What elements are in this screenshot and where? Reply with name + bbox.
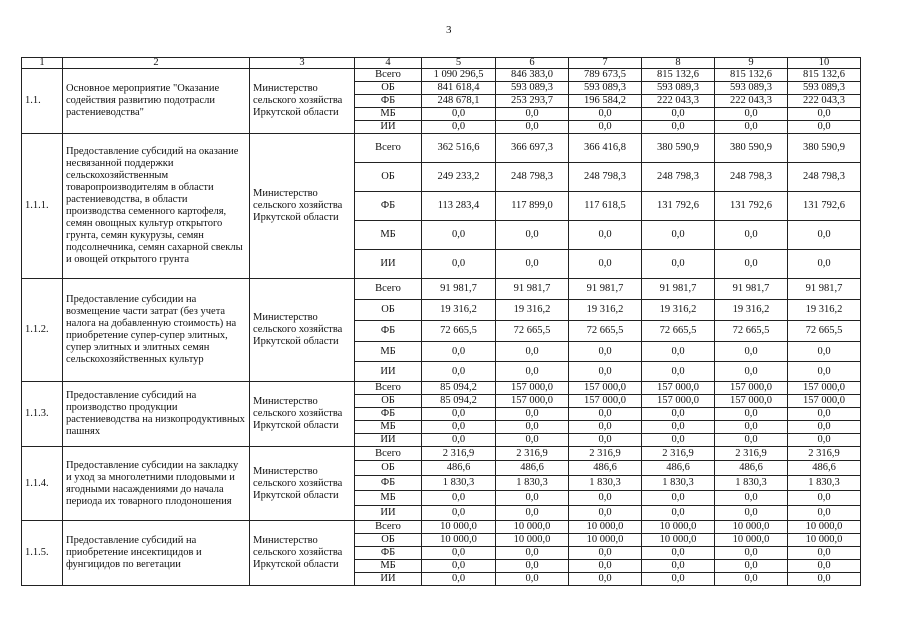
- amount-cell: 2 316,9: [715, 447, 788, 461]
- column-number: 4: [355, 58, 422, 69]
- amount-cell: 253 293,7: [496, 95, 569, 108]
- table-row: [22, 521, 861, 534]
- measure-number: 1.1.1.: [22, 134, 63, 279]
- amount-cell: 248 678,1: [422, 95, 496, 108]
- amount-cell: 0,0: [496, 434, 569, 447]
- amount-cell: 0,0: [715, 547, 788, 560]
- measure-name: Основное мероприятие "Оказание содействия развитию подотрасли растениеводства": [63, 69, 250, 134]
- funding-source: ОБ: [355, 163, 422, 192]
- amount-cell: 0,0: [569, 342, 642, 362]
- column-number: 3: [250, 58, 355, 69]
- funding-source: ФБ: [355, 321, 422, 342]
- amount-cell: 366 697,3: [496, 134, 569, 163]
- amount-cell: 593 089,3: [788, 82, 861, 95]
- amount-cell: 248 798,3: [496, 163, 569, 192]
- funding-source: ИИ: [355, 362, 422, 382]
- amount-cell: 0,0: [422, 547, 496, 560]
- amount-cell: 0,0: [422, 121, 496, 134]
- funding-source: МБ: [355, 491, 422, 506]
- amount-cell: 0,0: [496, 408, 569, 421]
- amount-cell: 1 830,3: [788, 476, 861, 491]
- amount-cell: 0,0: [569, 408, 642, 421]
- funding-source: ФБ: [355, 547, 422, 560]
- amount-cell: 0,0: [788, 408, 861, 421]
- amount-cell: 19 316,2: [788, 300, 861, 321]
- amount-cell: 486,6: [642, 461, 715, 476]
- amount-cell: 0,0: [715, 491, 788, 506]
- amount-cell: 0,0: [715, 421, 788, 434]
- amount-cell: 1 830,3: [715, 476, 788, 491]
- amount-cell: 10 000,0: [642, 534, 715, 547]
- amount-cell: 0,0: [422, 362, 496, 382]
- amount-cell: 157 000,0: [642, 382, 715, 395]
- amount-cell: 0,0: [569, 434, 642, 447]
- amount-cell: 157 000,0: [496, 382, 569, 395]
- column-number: 10: [788, 58, 861, 69]
- amount-cell: 0,0: [788, 547, 861, 560]
- column-number: 8: [642, 58, 715, 69]
- amount-cell: 0,0: [569, 506, 642, 521]
- amount-cell: 157 000,0: [715, 395, 788, 408]
- amount-cell: 0,0: [496, 421, 569, 434]
- amount-cell: 10 000,0: [496, 521, 569, 534]
- funding-source: Всего: [355, 134, 422, 163]
- amount-cell: 72 665,5: [422, 321, 496, 342]
- funding-source: МБ: [355, 108, 422, 121]
- amount-cell: 0,0: [496, 108, 569, 121]
- amount-cell: 248 798,3: [788, 163, 861, 192]
- measure-number: 1.1.4.: [22, 447, 63, 521]
- amount-cell: 0,0: [569, 421, 642, 434]
- amount-cell: 0,0: [422, 342, 496, 362]
- amount-cell: 0,0: [422, 491, 496, 506]
- funding-source: ОБ: [355, 395, 422, 408]
- amount-cell: 91 981,7: [569, 279, 642, 300]
- amount-cell: 2 316,9: [788, 447, 861, 461]
- amount-cell: 248 798,3: [642, 163, 715, 192]
- amount-cell: 0,0: [496, 560, 569, 573]
- amount-cell: 0,0: [788, 108, 861, 121]
- amount-cell: 1 830,3: [642, 476, 715, 491]
- amount-cell: 0,0: [715, 408, 788, 421]
- amount-cell: 593 089,3: [496, 82, 569, 95]
- amount-cell: 19 316,2: [569, 300, 642, 321]
- amount-cell: 10 000,0: [642, 521, 715, 534]
- amount-cell: 117 899,0: [496, 192, 569, 221]
- funding-source: ИИ: [355, 434, 422, 447]
- amount-cell: 0,0: [569, 560, 642, 573]
- amount-cell: 196 584,2: [569, 95, 642, 108]
- amount-cell: 10 000,0: [422, 534, 496, 547]
- amount-cell: 0,0: [642, 506, 715, 521]
- amount-cell: 91 981,7: [496, 279, 569, 300]
- amount-cell: 10 000,0: [569, 534, 642, 547]
- amount-cell: 0,0: [715, 506, 788, 521]
- amount-cell: 0,0: [642, 221, 715, 250]
- table-row: [22, 69, 861, 82]
- amount-cell: 0,0: [715, 573, 788, 586]
- amount-cell: 0,0: [496, 342, 569, 362]
- amount-cell: 0,0: [642, 421, 715, 434]
- amount-cell: 131 792,6: [788, 192, 861, 221]
- amount-cell: 10 000,0: [788, 521, 861, 534]
- funding-source: МБ: [355, 342, 422, 362]
- amount-cell: 10 000,0: [569, 521, 642, 534]
- measure-number: 1.1.5.: [22, 521, 63, 586]
- amount-cell: 72 665,5: [788, 321, 861, 342]
- amount-cell: 0,0: [715, 362, 788, 382]
- amount-cell: 0,0: [569, 547, 642, 560]
- funding-source: Всего: [355, 382, 422, 395]
- measure-name: Предоставление субсидий на оказание несвязанной поддержки сельскохозяйственным товаропроизводителям в области растениеводства, в области производства семенного картофеля, семян овощных культур открытого грунта, семян кукурузы, семян подсолнечника, семян сахарной свеклы и овощей открытого грунта: [63, 134, 250, 279]
- amount-cell: 131 792,6: [715, 192, 788, 221]
- measure-name: Предоставление субсидий на производство продукции растениеводства на низкопродуктивных пашнях: [63, 382, 250, 447]
- budget-table: [21, 57, 861, 586]
- funding-source: ФБ: [355, 192, 422, 221]
- amount-cell: 593 089,3: [715, 82, 788, 95]
- measure-number: 1.1.: [22, 69, 63, 134]
- amount-cell: 85 094,2: [422, 395, 496, 408]
- amount-cell: 0,0: [422, 221, 496, 250]
- funding-source: Всего: [355, 279, 422, 300]
- amount-cell: 0,0: [569, 573, 642, 586]
- column-number: 7: [569, 58, 642, 69]
- amount-cell: 0,0: [422, 108, 496, 121]
- amount-cell: 366 416,8: [569, 134, 642, 163]
- amount-cell: 0,0: [788, 221, 861, 250]
- measure-number: 1.1.3.: [22, 382, 63, 447]
- table-row: [22, 447, 861, 461]
- amount-cell: 2 316,9: [642, 447, 715, 461]
- amount-cell: 113 283,4: [422, 192, 496, 221]
- amount-cell: 0,0: [496, 491, 569, 506]
- amount-cell: 789 673,5: [569, 69, 642, 82]
- amount-cell: 380 590,9: [788, 134, 861, 163]
- amount-cell: 91 981,7: [422, 279, 496, 300]
- amount-cell: 2 316,9: [422, 447, 496, 461]
- amount-cell: 0,0: [642, 560, 715, 573]
- amount-cell: 72 665,5: [496, 321, 569, 342]
- amount-cell: 486,6: [715, 461, 788, 476]
- amount-cell: 815 132,6: [788, 69, 861, 82]
- amount-cell: 91 981,7: [788, 279, 861, 300]
- amount-cell: 19 316,2: [642, 300, 715, 321]
- amount-cell: 91 981,7: [715, 279, 788, 300]
- amount-cell: 0,0: [788, 573, 861, 586]
- funding-source: МБ: [355, 221, 422, 250]
- measure-name: Предоставление субсидии на возмещение части затрат (без учета налога на добавленную стоимость) на приобретение супер-супер элитных, супер элитных и элитных семян сельскохозяйственных культур: [63, 279, 250, 382]
- amount-cell: 222 043,3: [642, 95, 715, 108]
- amount-cell: 0,0: [715, 108, 788, 121]
- funding-source: ФБ: [355, 408, 422, 421]
- amount-cell: 0,0: [642, 434, 715, 447]
- page-number: 3: [446, 24, 452, 36]
- funding-source: Всего: [355, 447, 422, 461]
- amount-cell: 249 233,2: [422, 163, 496, 192]
- amount-cell: 486,6: [422, 461, 496, 476]
- executor: Министерство сельского хозяйства Иркутской области: [250, 279, 355, 382]
- executor: Министерство сельского хозяйства Иркутской области: [250, 134, 355, 279]
- amount-cell: 10 000,0: [715, 521, 788, 534]
- amount-cell: 131 792,6: [642, 192, 715, 221]
- amount-cell: 0,0: [496, 547, 569, 560]
- amount-cell: 0,0: [496, 221, 569, 250]
- amount-cell: 0,0: [642, 491, 715, 506]
- amount-cell: 380 590,9: [642, 134, 715, 163]
- amount-cell: 0,0: [788, 362, 861, 382]
- amount-cell: 0,0: [642, 108, 715, 121]
- amount-cell: 0,0: [642, 362, 715, 382]
- amount-cell: 0,0: [569, 491, 642, 506]
- amount-cell: 815 132,6: [642, 69, 715, 82]
- column-number: 1: [22, 58, 63, 69]
- amount-cell: 0,0: [422, 560, 496, 573]
- amount-cell: 486,6: [569, 461, 642, 476]
- funding-source: ИИ: [355, 506, 422, 521]
- amount-cell: 0,0: [715, 560, 788, 573]
- amount-cell: 248 798,3: [715, 163, 788, 192]
- funding-source: Всего: [355, 521, 422, 534]
- funding-source: Всего: [355, 69, 422, 82]
- amount-cell: 0,0: [642, 547, 715, 560]
- funding-source: МБ: [355, 421, 422, 434]
- amount-cell: 157 000,0: [788, 395, 861, 408]
- amount-cell: 2 316,9: [569, 447, 642, 461]
- amount-cell: 117 618,5: [569, 192, 642, 221]
- amount-cell: 0,0: [569, 121, 642, 134]
- amount-cell: 157 000,0: [788, 382, 861, 395]
- amount-cell: 157 000,0: [715, 382, 788, 395]
- amount-cell: 0,0: [422, 573, 496, 586]
- column-numbers-row: [22, 58, 861, 69]
- funding-source: ОБ: [355, 534, 422, 547]
- funding-source: ОБ: [355, 461, 422, 476]
- amount-cell: 19 316,2: [715, 300, 788, 321]
- amount-cell: 222 043,3: [715, 95, 788, 108]
- amount-cell: 0,0: [642, 121, 715, 134]
- amount-cell: 362 516,6: [422, 134, 496, 163]
- amount-cell: 0,0: [715, 434, 788, 447]
- amount-cell: 72 665,5: [642, 321, 715, 342]
- amount-cell: 157 000,0: [496, 395, 569, 408]
- amount-cell: 0,0: [422, 421, 496, 434]
- amount-cell: 846 383,0: [496, 69, 569, 82]
- amount-cell: 0,0: [422, 506, 496, 521]
- table-body: [22, 58, 861, 586]
- amount-cell: 593 089,3: [569, 82, 642, 95]
- amount-cell: 0,0: [422, 250, 496, 279]
- amount-cell: 1 090 296,5: [422, 69, 496, 82]
- amount-cell: 0,0: [788, 560, 861, 573]
- amount-cell: 0,0: [496, 573, 569, 586]
- amount-cell: 0,0: [788, 421, 861, 434]
- amount-cell: 0,0: [642, 573, 715, 586]
- amount-cell: 10 000,0: [496, 534, 569, 547]
- executor: Министерство сельского хозяйства Иркутской области: [250, 521, 355, 586]
- amount-cell: 157 000,0: [569, 382, 642, 395]
- column-number: 6: [496, 58, 569, 69]
- funding-source: ИИ: [355, 121, 422, 134]
- amount-cell: 0,0: [642, 408, 715, 421]
- measure-name: Предоставление субсидии на закладку и уход за многолетними плодовыми и ягодными насаждениями до начала периода их товарного плодоношения: [63, 447, 250, 521]
- amount-cell: 1 830,3: [569, 476, 642, 491]
- amount-cell: 0,0: [715, 221, 788, 250]
- amount-cell: 0,0: [496, 250, 569, 279]
- funding-source: ОБ: [355, 300, 422, 321]
- amount-cell: 0,0: [422, 434, 496, 447]
- executor: Министерство сельского хозяйства Иркутской области: [250, 447, 355, 521]
- amount-cell: 19 316,2: [422, 300, 496, 321]
- executor: Министерство сельского хозяйства Иркутской области: [250, 382, 355, 447]
- amount-cell: 1 830,3: [496, 476, 569, 491]
- amount-cell: 0,0: [496, 362, 569, 382]
- amount-cell: 0,0: [715, 121, 788, 134]
- amount-cell: 2 316,9: [496, 447, 569, 461]
- amount-cell: 0,0: [715, 250, 788, 279]
- amount-cell: 0,0: [715, 342, 788, 362]
- amount-cell: 0,0: [642, 342, 715, 362]
- column-number: 5: [422, 58, 496, 69]
- amount-cell: 157 000,0: [569, 395, 642, 408]
- amount-cell: 0,0: [788, 434, 861, 447]
- column-number: 2: [63, 58, 250, 69]
- amount-cell: 0,0: [569, 108, 642, 121]
- funding-source: ФБ: [355, 476, 422, 491]
- funding-source: МБ: [355, 560, 422, 573]
- amount-cell: 0,0: [422, 408, 496, 421]
- amount-cell: 0,0: [788, 250, 861, 279]
- amount-cell: 248 798,3: [569, 163, 642, 192]
- amount-cell: 85 094,2: [422, 382, 496, 395]
- amount-cell: 0,0: [788, 506, 861, 521]
- measure-number: 1.1.2.: [22, 279, 63, 382]
- amount-cell: 593 089,3: [642, 82, 715, 95]
- amount-cell: 0,0: [788, 342, 861, 362]
- amount-cell: 0,0: [569, 250, 642, 279]
- amount-cell: 0,0: [788, 491, 861, 506]
- amount-cell: 91 981,7: [642, 279, 715, 300]
- amount-cell: 380 590,9: [715, 134, 788, 163]
- amount-cell: 10 000,0: [715, 534, 788, 547]
- amount-cell: 841 618,4: [422, 82, 496, 95]
- measure-name: Предоставление субсидий на приобретение инсектицидов и фунгицидов по вегетации: [63, 521, 250, 586]
- amount-cell: 157 000,0: [642, 395, 715, 408]
- table-row: [22, 134, 861, 163]
- amount-cell: 222 043,3: [788, 95, 861, 108]
- amount-cell: 0,0: [788, 121, 861, 134]
- amount-cell: 0,0: [569, 362, 642, 382]
- table-row: [22, 382, 861, 395]
- amount-cell: 19 316,2: [496, 300, 569, 321]
- amount-cell: 486,6: [788, 461, 861, 476]
- funding-source: ИИ: [355, 573, 422, 586]
- amount-cell: 72 665,5: [569, 321, 642, 342]
- amount-cell: 72 665,5: [715, 321, 788, 342]
- table-row: [22, 279, 861, 300]
- amount-cell: 0,0: [496, 121, 569, 134]
- amount-cell: 10 000,0: [788, 534, 861, 547]
- executor: Министерство сельского хозяйства Иркутской области: [250, 69, 355, 134]
- amount-cell: 0,0: [642, 250, 715, 279]
- amount-cell: 0,0: [496, 506, 569, 521]
- amount-cell: 815 132,6: [715, 69, 788, 82]
- amount-cell: 0,0: [569, 221, 642, 250]
- funding-source: ФБ: [355, 95, 422, 108]
- amount-cell: 486,6: [496, 461, 569, 476]
- amount-cell: 1 830,3: [422, 476, 496, 491]
- amount-cell: 10 000,0: [422, 521, 496, 534]
- column-number: 9: [715, 58, 788, 69]
- funding-source: ОБ: [355, 82, 422, 95]
- funding-source: ИИ: [355, 250, 422, 279]
